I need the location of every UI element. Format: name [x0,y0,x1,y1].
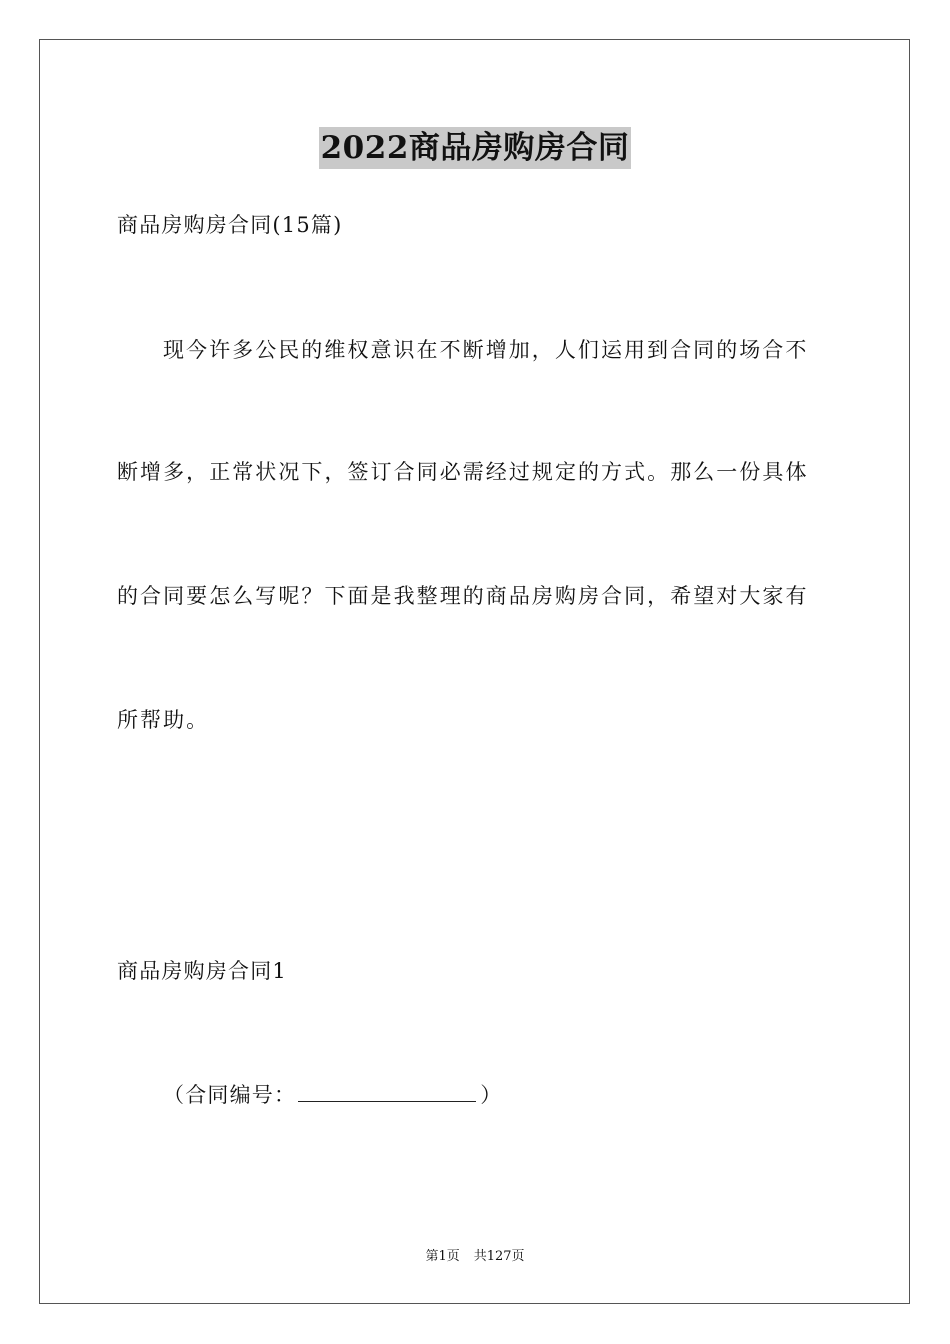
intro-paragraph-line-4: 所帮助。 [117,708,210,732]
contract-number-label: （合同编号： [163,1083,297,1107]
document-subtitle: 商品房购房合同(15篇) [117,213,343,237]
intro-paragraph-line-2: 断增多，正常状况下，签订合同必需经过规定的方式。那么一份具体 [117,460,809,484]
page-total: 共127页 [473,1249,525,1264]
contract-number-blank [298,1081,476,1102]
document-title: 2022商品房购房合同 [319,127,632,169]
page-current: 第1页 [425,1249,460,1264]
section-heading: 商品房购房合同1 [117,959,287,983]
contract-number-close: ） [480,1083,503,1107]
intro-paragraph-line-1: 现今许多公民的维权意识在不断增加，人们运用到合同的场合不 [163,338,809,362]
intro-paragraph-line-3: 的合同要怎么写呢？下面是我整理的商品房购房合同，希望对大家有 [117,584,809,608]
contract-number-line [163,1080,879,1110]
page-footer [0,1248,950,1266]
title-container [0,127,950,169]
